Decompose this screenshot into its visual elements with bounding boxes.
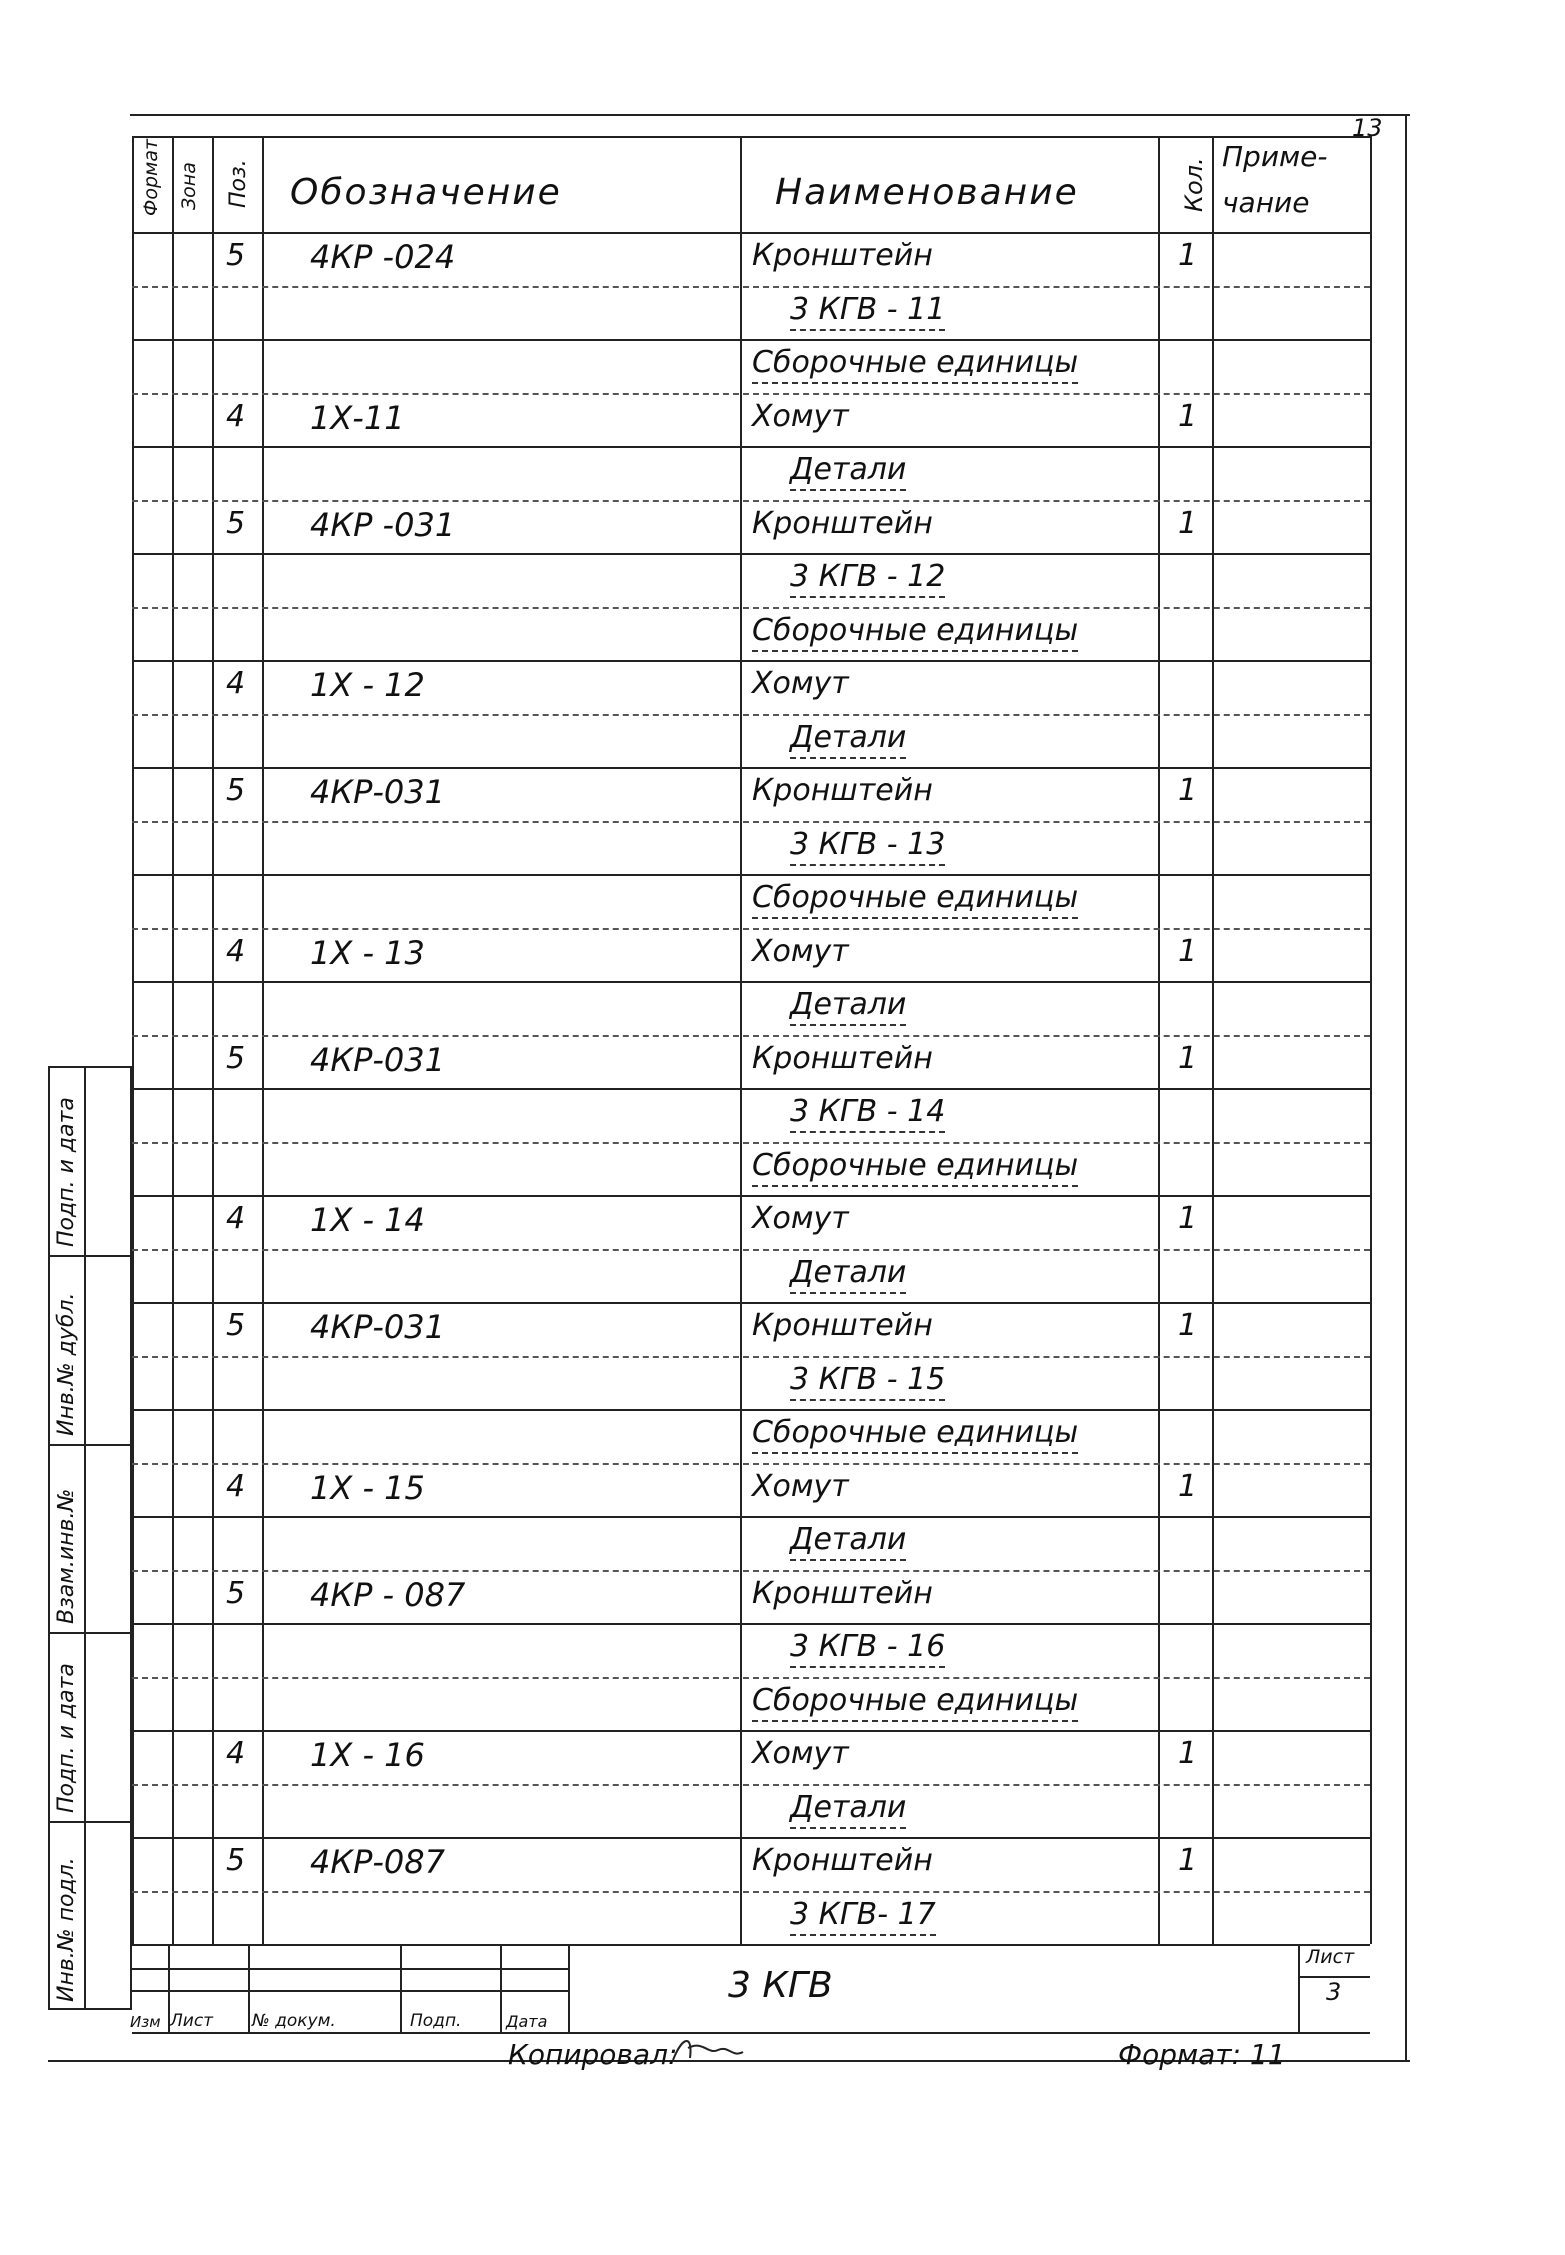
row-name: Детали — [790, 720, 906, 759]
sheet-label: Лист — [1306, 1946, 1355, 1968]
row-pos: 4 — [226, 1201, 246, 1236]
top-rule — [130, 114, 1410, 116]
row-pos: 4 — [226, 1736, 246, 1771]
row-name: 3 КГВ - 11 — [790, 292, 945, 331]
row-name: Кронштейн — [752, 1308, 933, 1343]
row-designation: 4КР-031 — [310, 1041, 445, 1079]
row-separator — [132, 339, 1370, 341]
row-name: Кронштейн — [752, 506, 933, 541]
column-line-4 — [740, 136, 742, 1944]
header-note-line2: чание — [1222, 186, 1310, 219]
header-qty: Кол. — [1180, 157, 1208, 212]
row-name: Кронштейн — [752, 1576, 933, 1611]
row-separator — [132, 660, 1370, 662]
row-designation: 1Х - 14 — [310, 1201, 425, 1239]
side-stamp-label: Инв.№ дубл. — [54, 1292, 79, 1436]
title-col-4 — [568, 1944, 570, 2032]
row-qty: 1 — [1178, 399, 1198, 434]
row-name: Кронштейн — [752, 1843, 933, 1878]
row-separator — [132, 1302, 1370, 1304]
row-name: Сборочные единицы — [752, 1415, 1078, 1454]
document-code: 3 КГВ — [728, 1965, 833, 2006]
header-pos: Поз. — [226, 159, 251, 208]
title-block-row-1 — [132, 1968, 568, 1970]
title-col-3 — [500, 1944, 502, 2032]
header-zone: Зона — [178, 162, 200, 210]
row-separator — [132, 500, 1370, 502]
row-separator — [132, 1784, 1370, 1786]
side-stamp-divider — [84, 1066, 86, 2010]
header-note-line1: Приме- — [1222, 140, 1328, 173]
row-name: 3 КГВ - 16 — [790, 1629, 945, 1668]
side-stamp-label: Подп. и дата — [54, 1663, 79, 1813]
row-separator — [132, 1570, 1370, 1572]
row-name: Сборочные единицы — [752, 1683, 1078, 1722]
row-separator — [132, 1623, 1370, 1625]
row-designation: 1Х-11 — [310, 399, 405, 437]
column-line-2 — [212, 136, 214, 1944]
row-qty: 1 — [1178, 1469, 1198, 1504]
col-change: Изм — [130, 2013, 161, 2031]
column-line-3 — [262, 136, 264, 1944]
row-qty: 1 — [1178, 238, 1198, 273]
row-separator — [132, 1463, 1370, 1465]
col-doc: № докум. — [252, 2011, 336, 2031]
row-separator — [132, 981, 1370, 983]
row-pos: 4 — [226, 934, 246, 969]
row-separator — [132, 607, 1370, 609]
side-stamp-label: Подп. и дата — [54, 1097, 79, 1247]
row-name: Детали — [790, 452, 906, 491]
row-qty: 1 — [1178, 773, 1198, 808]
format-label: Формат: 11 — [1118, 2038, 1286, 2071]
side-stamp-label: Взам.инв.№ — [54, 1488, 79, 1624]
header-bottom — [132, 232, 1370, 234]
row-separator — [132, 1249, 1370, 1251]
column-line-7 — [1370, 136, 1372, 1944]
row-qty: 1 — [1178, 1201, 1198, 1236]
row-separator — [132, 928, 1370, 930]
side-stamp-separator — [48, 1632, 132, 1634]
outer-right-border — [1405, 114, 1407, 2060]
row-designation: 4КР-031 — [310, 1308, 445, 1346]
row-name: Кронштейн — [752, 773, 933, 808]
row-name: Хомут — [752, 1201, 849, 1236]
side-stamp-separator — [48, 1255, 132, 1257]
row-designation: 4КР - 087 — [310, 1576, 466, 1614]
row-name: 3 КГВ - 12 — [790, 559, 945, 598]
row-pos: 5 — [226, 506, 246, 541]
side-stamp-separator — [48, 1821, 132, 1823]
row-separator — [132, 1730, 1370, 1732]
row-pos: 5 — [226, 1843, 246, 1878]
sheet-number: 3 — [1326, 1978, 1342, 2006]
copier-signature — [668, 2030, 748, 2070]
row-qty: 1 — [1178, 934, 1198, 969]
row-pos: 4 — [226, 1469, 246, 1504]
row-designation: 1Х - 16 — [310, 1736, 425, 1774]
title-col-1 — [248, 1944, 250, 2032]
row-separator — [132, 393, 1370, 395]
row-designation: 4КР-031 — [310, 773, 445, 811]
corner-sheet-number: 13 — [1352, 114, 1383, 142]
title-col-2 — [400, 1944, 402, 2032]
title-block-row-2 — [132, 1990, 568, 1992]
row-name: Кронштейн — [752, 1041, 933, 1076]
row-name: Сборочные единицы — [752, 613, 1078, 652]
row-pos: 5 — [226, 1576, 246, 1611]
row-separator — [132, 446, 1370, 448]
row-name: Сборочные единицы — [752, 1148, 1078, 1187]
row-separator — [132, 1356, 1370, 1358]
side-stamp-separator — [48, 1444, 132, 1446]
row-separator — [132, 1837, 1370, 1839]
row-pos: 5 — [226, 773, 246, 808]
column-line-6 — [1212, 136, 1214, 1944]
row-qty: 1 — [1178, 1308, 1198, 1343]
row-separator — [132, 714, 1370, 716]
row-qty: 1 — [1178, 1843, 1198, 1878]
column-line-5 — [1158, 136, 1160, 1944]
row-qty: 1 — [1178, 1736, 1198, 1771]
row-separator — [132, 1142, 1370, 1144]
row-name: 3 КГВ- 17 — [790, 1897, 936, 1936]
row-pos: 4 — [226, 399, 246, 434]
row-pos: 4 — [226, 666, 246, 701]
row-name: Сборочные единицы — [752, 880, 1078, 919]
row-name: Сборочные единицы — [752, 345, 1078, 384]
sheet-box-left — [1298, 1944, 1300, 2032]
row-separator — [132, 553, 1370, 555]
row-name: Кронштейн — [752, 238, 933, 273]
row-separator — [132, 1409, 1370, 1411]
row-separator — [132, 874, 1370, 876]
row-pos: 5 — [226, 238, 246, 273]
row-name: Хомут — [752, 1736, 849, 1771]
row-pos: 5 — [226, 1308, 246, 1343]
side-stamp-label: Инв.№ подл. — [54, 1857, 79, 2002]
title-block-top — [132, 1944, 1370, 1946]
row-name: 3 КГВ - 15 — [790, 1362, 945, 1401]
row-name: Детали — [790, 1255, 906, 1294]
row-designation: 1Х - 13 — [310, 934, 425, 972]
row-name: Детали — [790, 1522, 906, 1561]
row-name: 3 КГВ - 13 — [790, 827, 945, 866]
row-qty: 1 — [1178, 506, 1198, 541]
row-qty: 1 — [1178, 1041, 1198, 1076]
col-sign: Подп. — [410, 2011, 462, 2031]
row-designation: 4КР -031 — [310, 506, 456, 544]
row-name: Хомут — [752, 399, 849, 434]
row-separator — [132, 286, 1370, 288]
header-designation: Обозначение — [290, 172, 562, 213]
row-separator — [132, 1677, 1370, 1679]
frame-top — [132, 136, 1370, 138]
row-separator — [132, 1035, 1370, 1037]
row-name: Хомут — [752, 666, 849, 701]
title-block-bottom — [132, 2032, 1370, 2034]
col-date: Дата — [506, 2012, 548, 2031]
row-separator — [132, 1088, 1370, 1090]
row-designation: 1Х - 15 — [310, 1469, 425, 1507]
column-line-0 — [132, 136, 134, 1944]
row-separator — [132, 821, 1370, 823]
row-name: Детали — [790, 987, 906, 1026]
row-separator — [132, 767, 1370, 769]
row-separator — [132, 1516, 1370, 1518]
row-pos: 5 — [226, 1041, 246, 1076]
row-name: Хомут — [752, 934, 849, 969]
col-sheet: Лист — [170, 2011, 214, 2031]
row-designation: 1Х - 12 — [310, 666, 425, 704]
row-name: Хомут — [752, 1469, 849, 1504]
column-line-1 — [172, 136, 174, 1944]
row-separator — [132, 1195, 1370, 1197]
header-format: Формат — [140, 138, 162, 216]
row-designation: 4КР-087 — [310, 1843, 445, 1881]
row-name: 3 КГВ - 14 — [790, 1094, 945, 1133]
row-separator — [132, 1891, 1370, 1893]
copied-label: Копировал: — [508, 2038, 678, 2071]
side-stamp-separator — [48, 1066, 132, 1068]
header-name: Наименование — [775, 172, 1079, 213]
row-designation: 4КР -024 — [310, 238, 456, 276]
row-name: Детали — [790, 1790, 906, 1829]
